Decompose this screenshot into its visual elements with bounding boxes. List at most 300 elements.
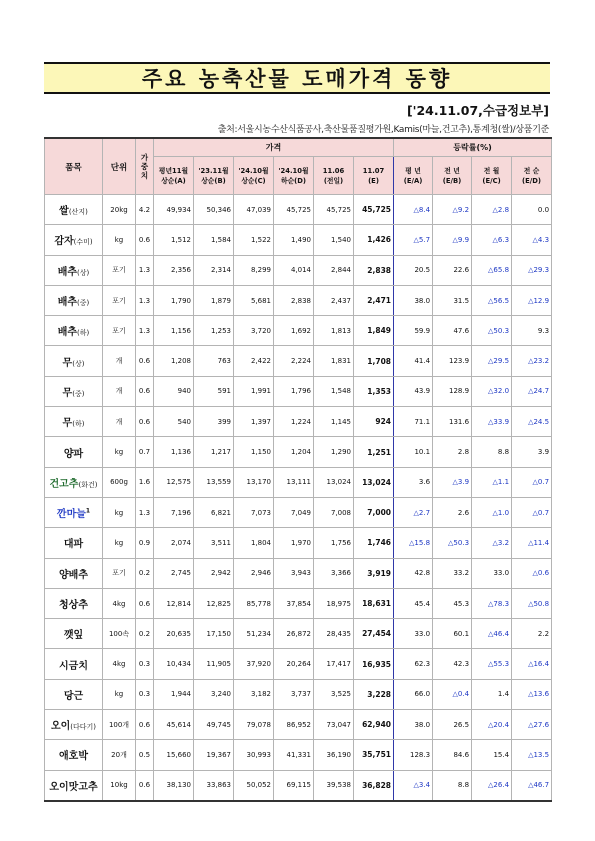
price-cell: 1,944	[154, 679, 194, 709]
rate-cell: 62.3	[394, 649, 433, 679]
price-cell: 19,367	[194, 740, 234, 770]
price-cell: 37,920	[234, 649, 274, 679]
price-cell: 2,314	[194, 255, 234, 285]
item-unit: 10kg	[103, 770, 136, 801]
item-unit: 100속	[103, 619, 136, 649]
item-unit: 포기	[103, 285, 136, 315]
rate-cell: △27.6	[512, 710, 552, 740]
price-cell: 12,814	[154, 588, 194, 618]
price-cell: 11,905	[194, 649, 234, 679]
header-item: 품목	[45, 138, 103, 195]
rate-cell: 22.6	[433, 255, 472, 285]
price-cell: 86,952	[274, 710, 314, 740]
price-cell: 1,804	[234, 528, 274, 558]
item-unit: 포기	[103, 316, 136, 346]
rate-cell: △29.3	[512, 255, 552, 285]
price-cell: 1,253	[194, 316, 234, 346]
rate-cell: △46.7	[512, 770, 552, 801]
price-cell: 1,145	[314, 407, 354, 437]
table-row	[45, 558, 552, 588]
price-cell: 18,975	[314, 588, 354, 618]
price-cell: 50,346	[194, 195, 234, 225]
rate-cell: 38.0	[394, 285, 433, 315]
price-cell: 1,584	[194, 225, 234, 255]
current-price: 27,454	[354, 619, 394, 649]
item-name: 무(하)	[45, 407, 103, 437]
header-price-col: '23.11월 상순(B)	[194, 157, 234, 195]
current-price: 7,000	[354, 497, 394, 527]
rate-cell: △24.7	[512, 376, 552, 406]
current-price: 62,940	[354, 710, 394, 740]
rate-cell: △13.6	[512, 679, 552, 709]
rate-cell: 128.3	[394, 740, 433, 770]
table-row	[45, 285, 552, 315]
current-price: 1,708	[354, 346, 394, 376]
rate-cell: 128.9	[433, 376, 472, 406]
price-cell: 591	[194, 376, 234, 406]
item-unit: 20개	[103, 740, 136, 770]
rate-cell: △46.4	[472, 619, 512, 649]
item-name: 양배추	[45, 558, 103, 588]
item-weight: 0.2	[136, 619, 154, 649]
item-unit: 포기	[103, 558, 136, 588]
item-unit: 개	[103, 407, 136, 437]
price-cell: 763	[194, 346, 234, 376]
header-price-group: 가격	[154, 138, 394, 157]
item-unit: 100개	[103, 710, 136, 740]
price-cell: 1,991	[234, 376, 274, 406]
price-cell: 51,234	[234, 619, 274, 649]
price-cell: 2,946	[234, 558, 274, 588]
current-price: 1,251	[354, 437, 394, 467]
item-name: 오이맛고추	[45, 770, 103, 801]
price-cell: 1,796	[274, 376, 314, 406]
rate-cell: 41.4	[394, 346, 433, 376]
table-row	[45, 528, 552, 558]
price-cell: 940	[154, 376, 194, 406]
price-cell: 15,660	[154, 740, 194, 770]
rate-cell: △56.5	[472, 285, 512, 315]
table-row	[45, 740, 552, 770]
rate-cell: 33.0	[472, 558, 512, 588]
price-cell: 2,838	[274, 285, 314, 315]
price-cell: 399	[194, 407, 234, 437]
rate-cell: △1.1	[472, 467, 512, 497]
price-cell: 7,196	[154, 497, 194, 527]
item-name: 대파	[45, 528, 103, 558]
table-row	[45, 437, 552, 467]
item-name: 애호박	[45, 740, 103, 770]
table-row	[45, 497, 552, 527]
current-price: 36,828	[354, 770, 394, 801]
price-cell: 1,217	[194, 437, 234, 467]
item-unit: 개	[103, 346, 136, 376]
item-weight: 0.6	[136, 710, 154, 740]
item-name: 청상추	[45, 588, 103, 618]
price-cell: 540	[154, 407, 194, 437]
table-row	[45, 225, 552, 255]
item-weight: 0.3	[136, 679, 154, 709]
price-cell: 2,745	[154, 558, 194, 588]
rate-cell: △13.5	[512, 740, 552, 770]
rate-cell: △0.6	[512, 558, 552, 588]
current-price: 2,838	[354, 255, 394, 285]
table-row	[45, 467, 552, 497]
rate-cell: 26.5	[433, 710, 472, 740]
rate-cell: △50.3	[433, 528, 472, 558]
item-name: 무(상)	[45, 346, 103, 376]
price-cell: 1,756	[314, 528, 354, 558]
price-cell: 2,437	[314, 285, 354, 315]
price-cell: 1,522	[234, 225, 274, 255]
table-row	[45, 376, 552, 406]
rate-cell: 123.9	[433, 346, 472, 376]
price-cell: 20,635	[154, 619, 194, 649]
rate-cell: △2.8	[472, 195, 512, 225]
item-weight: 0.7	[136, 437, 154, 467]
rate-cell: △9.2	[433, 195, 472, 225]
rate-cell: 59.9	[394, 316, 433, 346]
item-weight: 1.3	[136, 285, 154, 315]
item-name: 깻잎	[45, 619, 103, 649]
rate-cell: △26.4	[472, 770, 512, 801]
header-rate-col: 전 월 (E/C)	[472, 157, 512, 195]
current-price: 3,919	[354, 558, 394, 588]
price-cell: 1,204	[274, 437, 314, 467]
item-unit: kg	[103, 225, 136, 255]
table-row	[45, 588, 552, 618]
table-row	[45, 195, 552, 225]
page-title: 주요 농축산물 도매가격 동향	[141, 67, 453, 91]
item-name: 오이(다다기)	[45, 710, 103, 740]
item-weight: 0.6	[136, 346, 154, 376]
item-unit: 600g	[103, 467, 136, 497]
item-weight: 0.3	[136, 649, 154, 679]
rate-cell: 3.6	[394, 467, 433, 497]
item-weight: 0.2	[136, 558, 154, 588]
item-unit: 포기	[103, 255, 136, 285]
rate-cell: △24.5	[512, 407, 552, 437]
source-line: 출처:서울시농수산식품공사,축산물품질평가원,Kamis(마늘,건고추),통계청(쌀)/상품기준	[217, 125, 549, 135]
header-rate-col: 평 년 (E/A)	[394, 157, 433, 195]
price-cell: 2,844	[314, 255, 354, 285]
price-cell: 3,943	[274, 558, 314, 588]
price-cell: 37,854	[274, 588, 314, 618]
table-row	[45, 679, 552, 709]
price-cell: 1,831	[314, 346, 354, 376]
price-cell: 20,264	[274, 649, 314, 679]
rate-cell: 42.8	[394, 558, 433, 588]
price-cell: 49,745	[194, 710, 234, 740]
rate-cell: △4.3	[512, 225, 552, 255]
table-row	[45, 346, 552, 376]
table-row	[45, 710, 552, 740]
table-row	[45, 255, 552, 285]
rate-cell: △55.3	[472, 649, 512, 679]
item-weight: 0.9	[136, 528, 154, 558]
item-name: 배추(하)	[45, 316, 103, 346]
current-price: 1,426	[354, 225, 394, 255]
rate-cell: △3.9	[433, 467, 472, 497]
rate-cell: 60.1	[433, 619, 472, 649]
item-name: 당근	[45, 679, 103, 709]
rate-cell: △32.0	[472, 376, 512, 406]
rate-cell: △3.4	[394, 770, 433, 801]
rate-cell: △23.2	[512, 346, 552, 376]
price-cell: 1,790	[154, 285, 194, 315]
price-cell: 13,024	[314, 467, 354, 497]
price-cell: 8,299	[234, 255, 274, 285]
item-name: 시금치	[45, 649, 103, 679]
header-price-col: '24.10월 상순(C)	[234, 157, 274, 195]
rate-cell: 2.8	[433, 437, 472, 467]
item-unit: kg	[103, 437, 136, 467]
current-price: 924	[354, 407, 394, 437]
price-cell: 45,725	[274, 195, 314, 225]
price-cell: 17,150	[194, 619, 234, 649]
item-name: 깐마늘$^1$	[45, 497, 103, 527]
price-cell: 1,548	[314, 376, 354, 406]
rate-cell: △0.7	[512, 467, 552, 497]
price-cell: 1,150	[234, 437, 274, 467]
price-cell: 69,115	[274, 770, 314, 801]
rate-cell: △29.5	[472, 346, 512, 376]
item-weight: 1.3	[136, 497, 154, 527]
price-cell: 3,240	[194, 679, 234, 709]
rate-cell: 8.8	[433, 770, 472, 801]
price-cell: 13,111	[274, 467, 314, 497]
rate-cell: 8.8	[472, 437, 512, 467]
item-weight: 1.3	[136, 255, 154, 285]
price-cell: 1,692	[274, 316, 314, 346]
current-price: 1,849	[354, 316, 394, 346]
price-cell: 3,182	[234, 679, 274, 709]
price-cell: 12,575	[154, 467, 194, 497]
rate-cell: 3.9	[512, 437, 552, 467]
price-cell: 12,825	[194, 588, 234, 618]
price-cell: 1,156	[154, 316, 194, 346]
rate-cell: △2.7	[394, 497, 433, 527]
rate-cell: 84.6	[433, 740, 472, 770]
price-cell: 2,074	[154, 528, 194, 558]
rate-cell: 45.4	[394, 588, 433, 618]
rate-cell: 38.0	[394, 710, 433, 740]
item-unit: kg	[103, 679, 136, 709]
rate-cell: 47.6	[433, 316, 472, 346]
rate-cell: 45.3	[433, 588, 472, 618]
item-weight: 0.5	[136, 740, 154, 770]
price-cell: 3,511	[194, 528, 234, 558]
rate-cell: △78.3	[472, 588, 512, 618]
rate-cell: △0.7	[512, 497, 552, 527]
price-cell: 50,052	[234, 770, 274, 801]
rate-cell: △33.9	[472, 407, 512, 437]
header-rate-col: 전 순 (E/D)	[512, 157, 552, 195]
rate-cell: 42.3	[433, 649, 472, 679]
price-cell: 5,681	[234, 285, 274, 315]
price-cell: 45,614	[154, 710, 194, 740]
item-unit: 개	[103, 376, 136, 406]
price-cell: 39,538	[314, 770, 354, 801]
rate-cell: 33.2	[433, 558, 472, 588]
price-cell: 7,073	[234, 497, 274, 527]
item-name: 양파	[45, 437, 103, 467]
price-cell: 41,331	[274, 740, 314, 770]
item-unit: 4kg	[103, 588, 136, 618]
rate-cell: △8.4	[394, 195, 433, 225]
rate-cell: △3.2	[472, 528, 512, 558]
rate-cell: 10.1	[394, 437, 433, 467]
rate-cell: 9.3	[512, 316, 552, 346]
price-cell: 3,737	[274, 679, 314, 709]
price-cell: 6,821	[194, 497, 234, 527]
table-row	[45, 316, 552, 346]
item-weight: 0.6	[136, 588, 154, 618]
header-unit: 단위	[103, 138, 136, 195]
price-cell: 1,290	[314, 437, 354, 467]
rate-cell: △6.3	[472, 225, 512, 255]
current-price: 1,353	[354, 376, 394, 406]
price-cell: 3,720	[234, 316, 274, 346]
rate-cell: 66.0	[394, 679, 433, 709]
header-price-col: 11.06 (전일)	[314, 157, 354, 195]
item-name: 건고추(화건)	[45, 467, 103, 497]
price-table	[44, 137, 552, 802]
rate-cell: 43.9	[394, 376, 433, 406]
table-body	[45, 195, 552, 801]
price-cell: 38,130	[154, 770, 194, 801]
price-cell: 1,208	[154, 346, 194, 376]
price-cell: 1,970	[274, 528, 314, 558]
item-unit: 20kg	[103, 195, 136, 225]
item-weight: 0.6	[136, 376, 154, 406]
price-cell: 1,512	[154, 225, 194, 255]
item-unit: kg	[103, 528, 136, 558]
price-cell: 13,559	[194, 467, 234, 497]
item-unit: 4kg	[103, 649, 136, 679]
table-row	[45, 649, 552, 679]
item-unit: kg	[103, 497, 136, 527]
rate-cell: 33.0	[394, 619, 433, 649]
item-weight: 0.6	[136, 225, 154, 255]
rate-cell: △12.9	[512, 285, 552, 315]
table-row	[45, 619, 552, 649]
item-name: 배추(상)	[45, 255, 103, 285]
rate-cell: 2.6	[433, 497, 472, 527]
price-cell: 3,366	[314, 558, 354, 588]
rate-cell: △65.8	[472, 255, 512, 285]
current-price: 45,725	[354, 195, 394, 225]
price-cell: 36,190	[314, 740, 354, 770]
item-weight: 1.6	[136, 467, 154, 497]
price-cell: 2,942	[194, 558, 234, 588]
header-price-col: 11.07 (E)	[354, 157, 394, 195]
price-cell: 10,434	[154, 649, 194, 679]
rate-cell: 131.6	[433, 407, 472, 437]
price-cell: 1,540	[314, 225, 354, 255]
price-cell: 1,490	[274, 225, 314, 255]
rate-cell: 71.1	[394, 407, 433, 437]
item-name: 배추(중)	[45, 285, 103, 315]
rate-cell: △9.9	[433, 225, 472, 255]
price-cell: 73,047	[314, 710, 354, 740]
price-cell: 13,170	[234, 467, 274, 497]
item-name: 무(중)	[45, 376, 103, 406]
rate-cell: 1.4	[472, 679, 512, 709]
price-cell: 28,435	[314, 619, 354, 649]
price-cell: 45,725	[314, 195, 354, 225]
rate-cell: △5.7	[394, 225, 433, 255]
price-cell: 49,934	[154, 195, 194, 225]
price-cell: 1,879	[194, 285, 234, 315]
item-weight: 0.6	[136, 407, 154, 437]
rate-cell: 31.5	[433, 285, 472, 315]
current-price: 35,751	[354, 740, 394, 770]
price-cell: 17,417	[314, 649, 354, 679]
item-weight: 4.2	[136, 195, 154, 225]
rate-cell: △50.8	[512, 588, 552, 618]
current-price: 16,935	[354, 649, 394, 679]
table-row	[45, 407, 552, 437]
current-price: 18,631	[354, 588, 394, 618]
current-price: 2,471	[354, 285, 394, 315]
price-cell: 7,049	[274, 497, 314, 527]
price-cell: 3,525	[314, 679, 354, 709]
rate-cell: 15.4	[472, 740, 512, 770]
price-cell: 85,778	[234, 588, 274, 618]
price-cell: 30,993	[234, 740, 274, 770]
price-cell: 7,008	[314, 497, 354, 527]
current-price: 1,746	[354, 528, 394, 558]
price-cell: 2,356	[154, 255, 194, 285]
price-cell: 79,078	[234, 710, 274, 740]
rate-cell: △50.3	[472, 316, 512, 346]
item-weight: 0.6	[136, 770, 154, 801]
price-cell: 1,813	[314, 316, 354, 346]
price-cell: 2,422	[234, 346, 274, 376]
title-banner	[44, 62, 550, 94]
item-name: 감자(수미)	[45, 225, 103, 255]
price-cell: 47,039	[234, 195, 274, 225]
rate-cell: △11.4	[512, 528, 552, 558]
rate-cell: △20.4	[472, 710, 512, 740]
rate-cell: 2.2	[512, 619, 552, 649]
price-cell: 26,872	[274, 619, 314, 649]
price-cell: 4,014	[274, 255, 314, 285]
rate-cell: 20.5	[394, 255, 433, 285]
date-line: ['24.11.07,수급정보부]	[406, 103, 549, 118]
rate-cell: △15.8	[394, 528, 433, 558]
rate-cell: △16.4	[512, 649, 552, 679]
price-cell: 1,224	[274, 407, 314, 437]
item-weight: 1.3	[136, 316, 154, 346]
price-cell: 1,136	[154, 437, 194, 467]
current-price: 13,024	[354, 467, 394, 497]
rate-cell: 0.0	[512, 195, 552, 225]
table-row	[45, 770, 552, 801]
current-price: 3,228	[354, 679, 394, 709]
header-price-col: 평년11월 상순(A)	[154, 157, 194, 195]
header-rate-group: 등락률(%)	[394, 138, 552, 157]
price-cell: 33,863	[194, 770, 234, 801]
price-cell: 2,224	[274, 346, 314, 376]
price-cell: 1,397	[234, 407, 274, 437]
header-weight: 가중치	[136, 138, 154, 195]
rate-cell: △1.0	[472, 497, 512, 527]
item-name: 쌀(산지)	[45, 195, 103, 225]
rate-cell: △0.4	[433, 679, 472, 709]
header-rate-col: 전 년 (E/B)	[433, 157, 472, 195]
